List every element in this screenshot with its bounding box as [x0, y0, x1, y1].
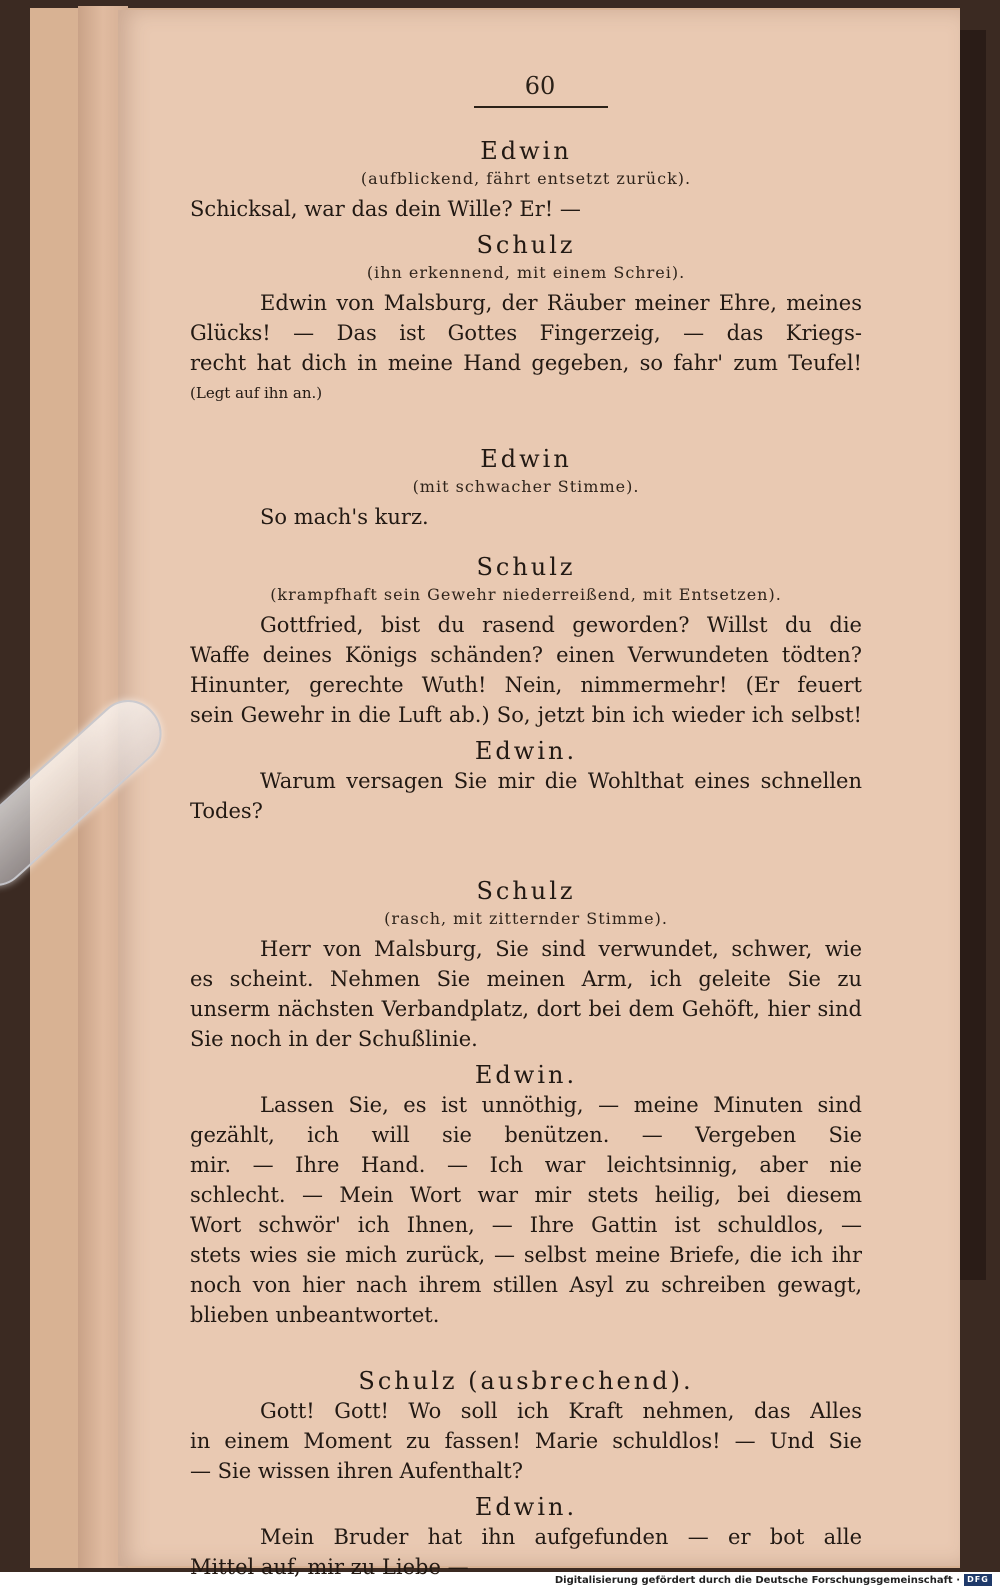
text-line: Glücks! — Das ist Gottes Fingerzeig, — das Kriegs- [190, 321, 862, 345]
text-line: Schicksal, war das dein Wille? Er! — [190, 197, 581, 221]
dialogue-block [190, 1492, 862, 1582]
speaker-name: Edwin [480, 445, 572, 473]
text-line: Wort schwör' ich Ihnen, — Ihre Gattin ist schuldlos, — [190, 1213, 862, 1237]
text-line: — Sie wissen ihren Aufenthalt? [190, 1459, 523, 1483]
stage-direction: (ihn erkennend, mit einem Schrei). [366, 263, 686, 282]
stage-direction: (rasch, mit zitternder Stimme). [384, 909, 668, 928]
speaker-name: Schulz [476, 553, 576, 581]
text-line: Sie noch in der Schußlinie. [190, 1027, 478, 1051]
stage-direction: (aufblickend, fährt entsetzt zurück). [360, 169, 692, 188]
dialogue-block [190, 136, 862, 224]
stage-direction: (krampfhaft sein Gewehr niederreißend, mit Entsetzen). [270, 585, 782, 604]
dialogue-block [190, 1060, 862, 1330]
dialogue-block [190, 444, 862, 532]
text-line: unserm nächsten Verbandplatz, dort bei dem Gehöft, hier sind [190, 997, 862, 1021]
dialogue-block [190, 876, 862, 1054]
speaker-name: Schulz (ausbrechend). [358, 1367, 694, 1395]
text-line: Waffe deines Königs schänden? einen Verwundeten tödten? [190, 643, 862, 667]
speaker-name: Schulz [476, 877, 576, 905]
spacer [190, 826, 862, 870]
text-line: sein Gewehr in die Luft ab.) So, jetzt bin ich wieder ich selbst! [190, 703, 862, 727]
speaker-name: Edwin. [474, 1061, 578, 1089]
text-line: schlecht. — Mein Wort war mir stets heilig, bei diesem [190, 1183, 862, 1207]
text-line: Gott! Gott! Wo soll ich Kraft nehmen, das Alles [260, 1399, 862, 1423]
text-line: Gottfried, bist du rasend geworden? Willst du die [260, 613, 862, 637]
text-line: Hinunter, gerechte Wuth! Nein, nimmermehr! (Er feuert [190, 673, 862, 697]
stage-direction: (mit schwacher Stimme). [412, 477, 640, 496]
text-line: es scheint. Nehmen Sie meinen Arm, ich geleite Sie zu [190, 967, 862, 991]
text-line: blieben unbeantwortet. [190, 1303, 440, 1327]
speaker-name: Edwin. [474, 737, 578, 765]
book-spine [960, 30, 986, 1280]
text-line: Mittel auf, mir zu Liebe — [190, 1555, 469, 1579]
speaker-name: Edwin [480, 137, 572, 165]
footer-text: Digitalisierung gefördert durch die Deutsche Forschungsgemeinschaft · [554, 1574, 960, 1586]
text-line: mir. — Ihre Hand. — Ich war leichtsinnig, aber nie [190, 1153, 862, 1177]
text-line: stets wies sie mich zurück, — selbst meine Briefe, die ich ihr [190, 1243, 862, 1267]
spacer [190, 408, 862, 438]
text-line: recht hat dich in meine Hand gegeben, so fahr' zum Teufel! [190, 351, 862, 375]
dialogue-block [190, 1366, 862, 1486]
text-line: Herr von Malsburg, Sie sind verwundet, schwer, wie [260, 937, 862, 961]
text-line: Lassen Sie, es ist unnöthig, — meine Minuten sind [260, 1093, 862, 1117]
text-line: gezählt, ich will sie benützen. — Vergeben Sie [190, 1123, 862, 1147]
page-number-rule [474, 106, 608, 108]
text-line: So mach's kurz. [260, 505, 429, 529]
text-line: Todes? [190, 799, 263, 823]
dialogue-block [190, 552, 862, 730]
page-text [190, 130, 862, 1582]
text-line: noch von hier nach ihrem stillen Asyl zu schreiben gewagt, [190, 1273, 862, 1297]
text-line: Warum versagen Sie mir die Wohlthat eines schnellen [260, 769, 862, 793]
dfg-logo: DFG [964, 1574, 992, 1586]
dialogue-block [190, 230, 862, 408]
text-line: Edwin von Malsburg, der Räuber meiner Ehre, meines [260, 291, 862, 315]
text-line: Mein Bruder hat ihn aufgefunden — er bot alle [260, 1525, 862, 1549]
text-line: in einem Moment zu fassen! Marie schuldlos! — Und Sie [190, 1429, 862, 1453]
text-line: (Legt auf ihn an.) [190, 384, 323, 402]
footer [555, 1573, 992, 1587]
speaker-name: Schulz [476, 231, 576, 259]
spacer [190, 1330, 862, 1360]
dialogue-block [190, 736, 862, 826]
page-number: 60 [524, 72, 556, 100]
spacer [190, 532, 862, 546]
speaker-name: Edwin. [474, 1493, 578, 1521]
